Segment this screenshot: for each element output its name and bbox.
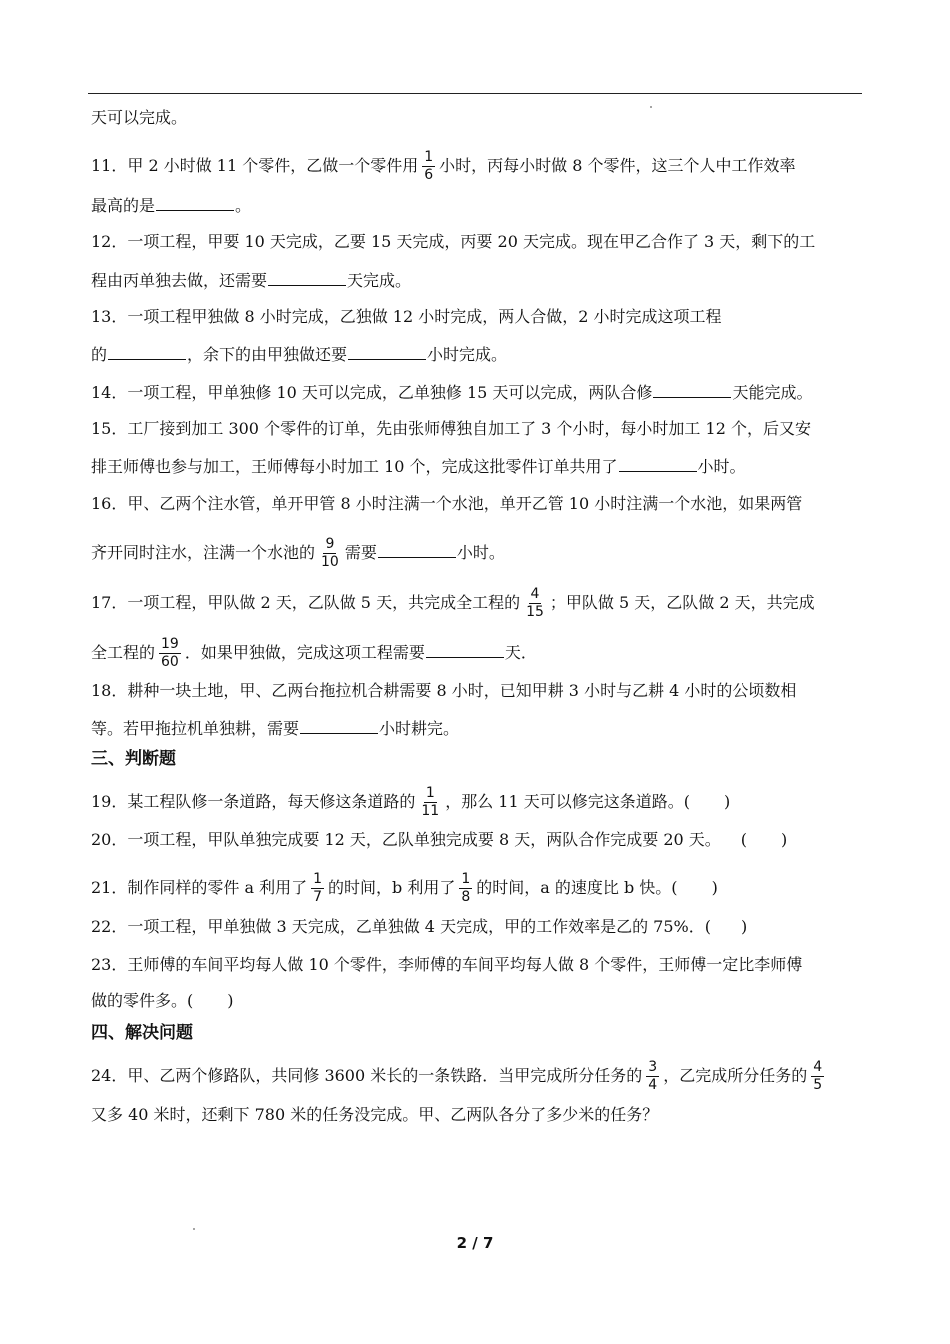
- section-heading-judgement: 三、判断题: [91, 749, 176, 769]
- fraction: $\frac{4}{5}$: [813, 1059, 823, 1093]
- section-heading-problems: 四、解决问题: [91, 1023, 193, 1043]
- question-15: 15．工厂接到加工 300 个零件的订单，先由张师傅独自加工了 3 个小时，每小时加工 12 个，后又安: [91, 419, 811, 438]
- answer-blank[interactable]: [300, 718, 378, 734]
- question-11-cont: 最高的是 。: [91, 196, 252, 215]
- question-13-cont: 的 ，余下的由甲独做还要 小时完成。: [91, 345, 508, 364]
- fraction: $\frac{4}{15}$: [526, 586, 544, 620]
- answer-blank[interactable]: [426, 642, 504, 658]
- question-15-cont: 排王师傅也参与加工，王师傅每小时加工 10 个，完成这批零件订单共用了 小时。: [91, 457, 746, 476]
- question-14: 14．一项工程，甲单独修 10 天可以完成，乙单独修 15 天可以完成，两队合修 天能完成。: [91, 383, 813, 402]
- question-23-cont: 做的零件多。( ): [91, 991, 234, 1010]
- question-12-cont: 程由丙单独去做，还需要 天完成。: [91, 271, 412, 290]
- question-11: 11．甲 2 小时做 11 个零件，乙做一个零件用 $\frac{1}{6}$ 小时，丙每小时做 8 个零件，这三个人中工作效率: [91, 149, 796, 183]
- fraction: $\frac{1}{6}$: [424, 149, 434, 183]
- question-13: 13．一项工程甲独做 8 小时完成，乙独做 12 小时完成，两人合做，2 小时完成这项工程: [91, 307, 722, 326]
- fraction: $\frac{19}{60}$: [161, 636, 179, 670]
- question-21: 21．制作同样的零件 a 利用了 $\frac{1}{7}$ 的时间，b 利用了 $\frac{1}{8}$ 的时间，a 的速度比 b 快。( ): [91, 871, 718, 905]
- question-17: 17．一项工程，甲队做 2 天，乙队做 5 天，共完成全工程的 $\frac{4}{15}$ ；甲队做 5 天，乙队做 2 天，共完成: [91, 586, 815, 620]
- question-18: 18．耕种一块土地，甲、乙两台拖拉机合耕需要 8 小时，已知甲耕 3 小时与乙耕 4 小时的公顷数相: [91, 681, 797, 700]
- speck-mark: [193, 1228, 195, 1230]
- question-18-cont: 等。若甲拖拉机单独耕，需要 小时耕完。: [91, 719, 460, 738]
- question-23: 23．王师傅的车间平均每人做 10 个零件，李师傅的车间平均每人做 8 个零件，王师傅一定比李师傅: [91, 955, 803, 974]
- question-19: 19．某工程队修一条道路，每天修这条道路的 $\frac{1}{11}$ ，那么 11 天可以修完这条道路。( ): [91, 785, 731, 819]
- answer-blank[interactable]: [653, 382, 731, 398]
- question-16-cont: 齐开同时注水，注满一个水池的 $\frac{9}{10}$ 需要 小时。: [91, 536, 505, 570]
- page-number: 2 / 7: [456, 1234, 494, 1252]
- question-16: 16．甲、乙两个注水管，单开甲管 8 小时注满一个水池，单开乙管 10 小时注满一个水池，如果两管: [91, 494, 803, 513]
- answer-blank[interactable]: [348, 344, 426, 360]
- question-24-cont: 又多 40 米时，还剩下 780 米的任务没完成。甲、乙两队各分了多少米的任务？: [91, 1105, 659, 1124]
- question-17-cont: 全工程的 $\frac{19}{60}$ ．如果甲独做，完成这项工程需要 天．: [91, 636, 537, 670]
- fraction: $\frac{1}{7}$: [313, 871, 322, 905]
- answer-blank[interactable]: [156, 195, 234, 211]
- answer-blank[interactable]: [268, 270, 346, 286]
- header-rule: [88, 93, 862, 94]
- speck-mark: [650, 106, 652, 108]
- fraction: $\frac{3}{4}$: [648, 1059, 658, 1093]
- question-22: 22．一项工程，甲单独做 3 天完成，乙单独做 4 天完成，甲的工作效率是乙的 75%．( ): [91, 917, 748, 936]
- fraction: $\frac{9}{10}$: [321, 536, 339, 570]
- answer-blank[interactable]: [378, 542, 456, 558]
- question-20: 20．一项工程，甲队单独完成要 12 天，乙队单独完成要 8 天，两队合作完成要 20 天。 ( ): [91, 830, 788, 849]
- answer-blank[interactable]: [619, 456, 697, 472]
- answer-blank[interactable]: [108, 344, 186, 360]
- question-12: 12．一项工程，甲要 10 天完成，乙要 15 天完成，丙要 20 天完成。现在甲乙合作了 3 天，剩下的工: [91, 232, 816, 251]
- fraction: $\frac{1}{11}$: [421, 785, 440, 819]
- text-line: 天可以完成。: [91, 108, 188, 127]
- question-24: 24．甲、乙两个修路队，共同修 3600 米长的一条铁路．当甲完成所分任务的 $\frac{3}{4}$ ，乙完成所分任务的 $\frac{4}{5}$: [91, 1059, 823, 1093]
- fraction: $\frac{1}{8}$: [461, 871, 471, 905]
